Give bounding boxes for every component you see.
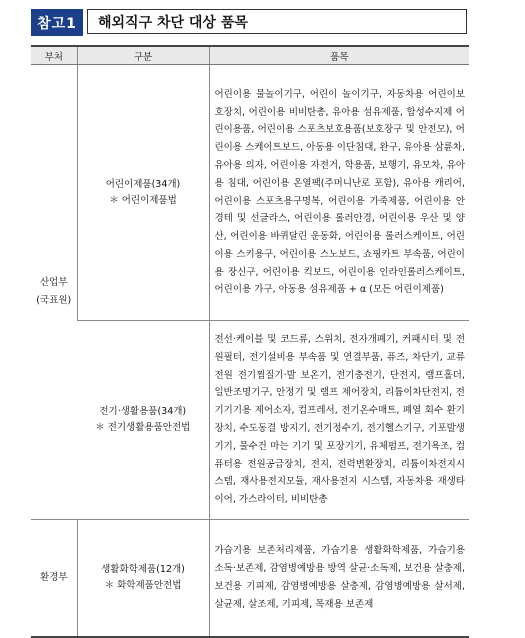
category-cell <box>77 65 209 321</box>
page-title: 해외직구 차단 대상 품목 <box>87 9 467 34</box>
category-cell <box>77 321 209 520</box>
column-header-category: 구분 <box>77 46 209 65</box>
blocked-items-table <box>31 45 469 638</box>
law-label: ＊ 화학제품안전법 <box>104 580 182 591</box>
items-cell: 가습기용 보존처리제품, 가습기용 생활화학제품, 가습기용 소독·보존제, 감염병예방용 방역 살균·소독제, 보건용 살충제, 보건용 기피제, 감염병예방용 살충제, 감염병예방용 살서제, 살균제, 살조제, 기피제, 목재용 보존제 <box>209 520 469 638</box>
ministry-cell <box>31 520 77 638</box>
category-label: 전기·생활용품(34개) <box>99 406 187 417</box>
table-row <box>31 520 469 638</box>
table-row <box>31 321 469 520</box>
ministry-cell <box>31 65 77 520</box>
items-cell: 전선·케이블 및 코드류, 스위치, 전자개폐기, 커패시터 및 전원필터, 전기설비용 부속품 및 연결부품, 퓨즈, 차단기, 교류전원 전기찜질기·발 보온기, 전기충전기, 단전지, 램프홀더, 일반조명기구, 안정기 및 램프 제어장치, 리튬이차단전지, 전기기기용 제어소자, 컴프레서, 전기온수매트, 폐열 회수 환기장치, 수도동결 방지기, 전기정수기, 전기헬스기구, 기포발생기기, 물수건 마는 기기 및 포장기기, 유체펌프, 전기욕조, 컴퓨터용 전원공급장치, 전지, 전력변환장치, 리튬이차전지시스템, 재사용전지모듈, 재사용전지 시스템, 자동차용 재생타이어, 가스라이터, 비비탄총 <box>209 321 469 520</box>
ministry-label: 환경부 <box>39 572 68 583</box>
page-header <box>31 9 469 36</box>
reference-tag: 참고1 <box>31 9 83 36</box>
table-row <box>31 65 469 321</box>
column-header-ministry: 부처 <box>31 46 77 65</box>
items-cell: 어린이용 물놀이기구, 어린이 놀이기구, 자동차용 어린이보호장치, 어린이용 비비탄총, 유아용 섬유제품, 합성수지제 어린이용품, 어린이용 스포츠보호용품(보호장구 및 안전모), 어린이용 스케이트보드, 아동용 이단침대, 완구, 유아용 삼륜차, 유아용 의자, 어린이용 자전거, 학용품, 보행기, 유모차, 유아용 침대, 어린이용 온열팩(주머니난로 포함), 유아용 캐리어, 어린이용 스포츠용구명복, 어린이용 가죽제품, 어린이용 안경테 및 선글라스, 어린이용 롤러안경, 어린이용 우산 및 양산, 어린이용 바퀴달린 운동화, 어린이용 롤러스케이트, 어린이용 스키용구, 어린이용 스노보드, 쇼핑카트 부속품, 어린이용 장신구, 어린이용 킥보드, 어린이용 인라인롤러스케이트, 어린이용 가구, 아동용 섬유제품 + α (모든 어린이제품) <box>209 65 469 321</box>
category-label: 어린이제품(34개) <box>105 178 181 190</box>
column-header-items: 품목 <box>209 46 469 65</box>
table-header-row <box>31 46 469 65</box>
category-label: 생활화학제품(12개) <box>101 564 185 575</box>
law-label: ＊ 어린이제품법 <box>109 194 177 206</box>
ministry-label: 산업부 (국표원) <box>36 277 72 306</box>
category-cell <box>77 520 209 638</box>
law-label: ＊ 전기생활용품안전법 <box>95 422 191 433</box>
